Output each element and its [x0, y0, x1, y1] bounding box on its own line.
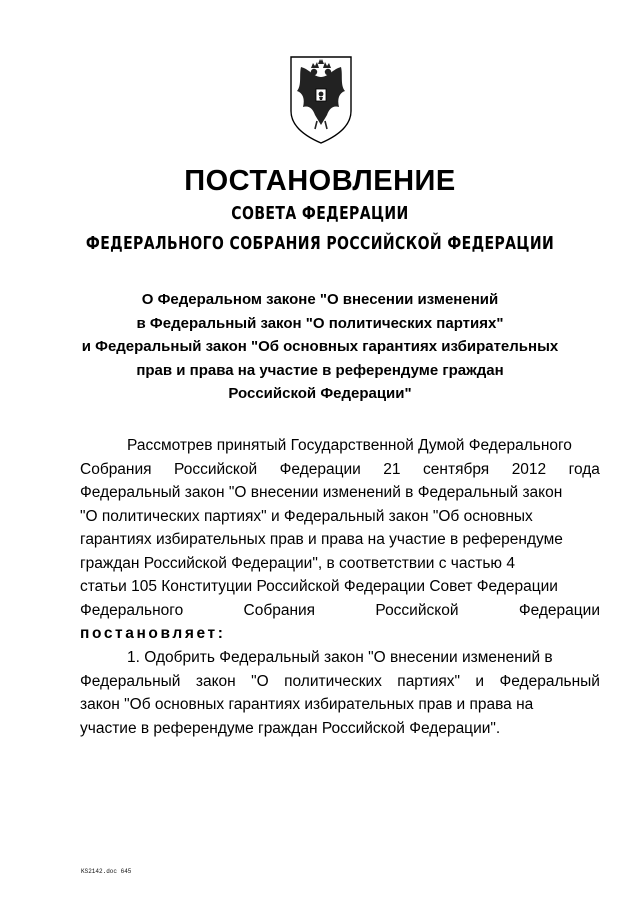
paragraph-line: 1. Одобрить Федеральный закон "О внесении изменений в	[127, 649, 553, 666]
heading-line: прав и права на участие в референдуме граждан	[136, 361, 504, 379]
heading-line: и Федеральный закон "Об основных гарантиях избирательных	[81, 338, 559, 355]
word: Российской	[375, 601, 459, 619]
paragraph-line-justified	[80, 670, 600, 694]
word: "О	[251, 672, 269, 690]
item-1-paragraph	[80, 646, 600, 740]
paragraph-line-justified	[80, 599, 600, 623]
word: Федеральный	[80, 672, 181, 690]
word: Федерального	[80, 601, 184, 619]
word: года	[568, 460, 600, 478]
word: Федерации	[279, 460, 361, 478]
word: Федеральный	[499, 672, 600, 690]
word: и	[475, 672, 485, 690]
heading-line: в Федеральный закон "О политических партиях"	[136, 314, 504, 332]
document-subtitle-assembly: ФЕДЕРАЛЬНОГО СОБРАНИЯ РОССИЙСКОЙ ФЕДЕРАЦИИ	[85, 233, 555, 254]
word: сентября	[423, 460, 490, 478]
paragraph-line: "О политических партиях" и Федеральный закон "Об основных	[80, 507, 533, 525]
word: партиях"	[397, 672, 460, 690]
document-subtitle-council: СОВЕТА ФЕДЕРАЦИИ	[231, 203, 409, 224]
paragraph-line: Федеральный закон "О внесении изменений в Федеральный закон	[80, 484, 563, 501]
word: Федерации	[518, 601, 600, 619]
paragraph-line: участие в референдуме граждан Российской Федерации".	[80, 719, 501, 737]
word: Российской	[174, 460, 258, 478]
resolves-word: постановляет:	[80, 625, 226, 642]
preamble-paragraph	[80, 434, 600, 646]
word: политических	[284, 672, 382, 690]
word: Собрания	[80, 460, 152, 478]
paragraph-line: статьи 105 Конституции Российской Федерации Совет Федерации	[80, 578, 558, 595]
paragraph-line: гарантиях избирательных прав и права на участие в референдуме	[80, 531, 563, 548]
word: Собрания	[243, 601, 316, 619]
word: 2012	[511, 460, 547, 478]
heading-line: Российской Федерации"	[228, 385, 412, 402]
document-title: ПОСТАНОВЛЕНИЕ	[184, 165, 456, 197]
paragraph-line: Рассмотрев принятый Государственной Думой Федерального	[127, 437, 572, 454]
paragraph-line-justified	[80, 458, 600, 482]
paragraph-line: граждан Российской Федерации", в соответствии с частью 4	[80, 554, 515, 572]
paragraph-line: закон "Об основных гарантиях избирательных прав и права на	[80, 696, 534, 713]
heading-line: О Федеральном законе "О внесении изменений	[141, 291, 499, 308]
word: 21	[383, 460, 401, 478]
russian-coat-of-arms-icon	[289, 55, 353, 145]
document-code: KS2142.doc 645	[81, 868, 132, 875]
resolution-heading	[60, 290, 580, 408]
word: закон	[195, 672, 236, 690]
